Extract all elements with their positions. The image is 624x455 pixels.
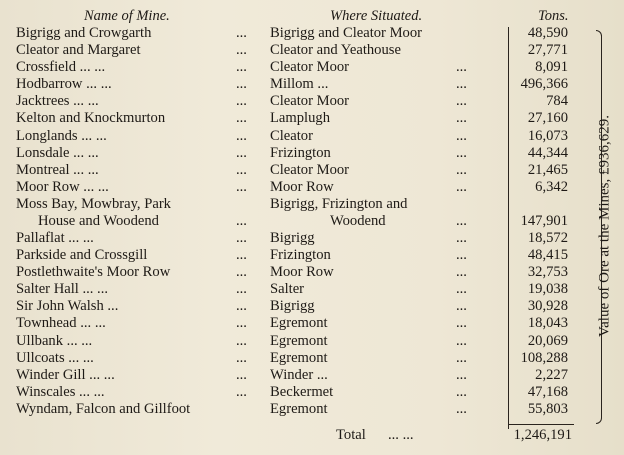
mine-name: Jacktrees ... ... (16, 93, 99, 110)
mine-name: Winder Gill ... ... (16, 366, 115, 383)
leader-dots: ... (236, 76, 247, 93)
mine-location: Cleator Moor (270, 93, 350, 110)
leader-dots: ... (456, 315, 467, 332)
table-row (0, 25, 624, 42)
mine-tons: 32,753 (527, 264, 568, 281)
table-row (0, 59, 624, 76)
mine-name: Wyndam, Falcon and Gillfoot (16, 400, 191, 417)
leader-dots: ... (456, 76, 467, 93)
table-row (0, 333, 624, 350)
mine-tons: 147,901 (520, 212, 568, 229)
mine-tons: 30,928 (527, 298, 568, 315)
mine-name: Pallaflat ... ... (16, 229, 94, 246)
table-row (0, 230, 624, 247)
mine-location: Cleator and Yeathouse (270, 42, 401, 59)
table-row (0, 110, 624, 127)
leader-dots: ... (236, 298, 247, 315)
mine-name: Lonsdale ... ... (16, 144, 99, 161)
leader-dots: ... (456, 264, 467, 281)
mine-location-continued: Woodend (330, 212, 386, 229)
leader-dots: ... (456, 161, 467, 178)
mine-location: Bigrigg (270, 298, 315, 315)
mine-tons: 18,043 (527, 315, 568, 332)
mine-location: Salter (270, 281, 305, 298)
mine-name: Montreal ... ... (16, 161, 99, 178)
mine-name: Moss Bay, Mowbray, Park (16, 195, 171, 212)
column-rule (508, 27, 509, 429)
leader-dots: ... (236, 349, 247, 366)
mine-tons: 48,415 (527, 247, 568, 264)
mine-name: Sir John Walsh ... (16, 298, 119, 315)
leader-dots: ... (456, 332, 467, 349)
table-row (0, 179, 624, 196)
leader-dots: ... (236, 161, 247, 178)
mine-tons: 27,160 (527, 110, 568, 127)
mine-tons: 8,091 (535, 59, 568, 76)
mine-tons: 784 (546, 93, 568, 110)
side-note-text: Value of Ore at the Mines, £936,629. (596, 114, 613, 338)
table-row (0, 196, 624, 230)
mine-tons: 55,803 (527, 400, 568, 417)
mine-name: Longlands ... ... (16, 127, 107, 144)
leader-dots: ... (456, 366, 467, 383)
mine-tons: 108,288 (520, 349, 568, 366)
mine-location: Moor Row (270, 178, 334, 195)
mine-tons: 44,344 (527, 144, 568, 161)
mine-location: Cleator Moor (270, 161, 350, 178)
mine-tons: 48,590 (527, 25, 568, 41)
leader-dots: ... (236, 93, 247, 110)
table-row (0, 298, 624, 315)
leader-dots: ... (456, 229, 467, 246)
leader-dots: ... (236, 229, 247, 246)
mine-name: Moor Row ... ... (16, 178, 109, 195)
mine-location: Cleator (270, 127, 313, 144)
leader-dots: ... (456, 93, 467, 110)
leader-dots: ... (456, 281, 467, 298)
mine-name: Townhead ... ... (16, 315, 106, 332)
mine-name: Cleator and Margaret (16, 42, 141, 59)
leader-dots: ... (236, 247, 247, 264)
leader-dots: ... (456, 400, 467, 417)
mine-tons: 20,069 (527, 332, 568, 349)
mine-location: Cleator Moor (270, 59, 350, 76)
mine-name: Crossfield ... ... (16, 59, 106, 76)
leader-dots: ... (456, 212, 467, 229)
mine-location: Frizington (270, 144, 331, 161)
table-row (0, 76, 624, 93)
mine-name: Hodbarrow ... ... (16, 76, 112, 93)
mine-name: Kelton and Knockmurton (16, 110, 166, 127)
table-row (0, 145, 624, 162)
mine-location: Beckermet (270, 383, 334, 400)
leader-dots: ... (456, 247, 467, 264)
leader-dots: ... (456, 59, 467, 76)
mine-name: Salter Hall ... ... (16, 281, 109, 298)
mine-tons: 19,038 (527, 281, 568, 298)
leader-dots: ... (236, 366, 247, 383)
mine-name-continued: House and Woodend (38, 212, 159, 229)
table-row (0, 247, 624, 264)
mine-location: Egremont (270, 332, 328, 349)
leader-dots: ... (236, 127, 247, 144)
mine-location: Frizington (270, 247, 331, 264)
table-row (0, 401, 624, 418)
mine-name: Ullcoats ... ... (16, 349, 94, 366)
leader-dots: ... (236, 59, 247, 76)
mine-tons: 496,366 (520, 76, 568, 93)
mine-tons: 18,572 (527, 229, 568, 246)
mine-tons: 27,771 (527, 42, 568, 59)
leader-dots: ... (456, 178, 467, 195)
leader-dots: ... (236, 144, 247, 161)
leader-dots: ... (236, 25, 247, 41)
leader-dots: ... (236, 315, 247, 332)
leader-dots: ... (236, 212, 247, 229)
mine-name: Postlethwaite's Moor Row (16, 264, 171, 281)
table-row (0, 281, 624, 298)
total-label: Total (336, 427, 366, 443)
mine-tons: 47,168 (527, 383, 568, 400)
leader-dots: ... (236, 264, 247, 281)
mine-location: Egremont (270, 349, 328, 366)
leader-dots: ... (456, 383, 467, 400)
leader-dots: ... (456, 298, 467, 315)
leader-dots: ... (456, 144, 467, 161)
mine-location: Winder ... (270, 366, 328, 383)
sum-rule (508, 424, 574, 425)
mine-name: Ullbank ... ... (16, 332, 93, 349)
mine-name: Bigrigg and Crowgarth (16, 25, 152, 41)
mine-tons: 6,342 (535, 178, 568, 195)
leader-dots: ... (236, 42, 247, 59)
header-name-of-mine: Name of Mine. (84, 8, 170, 24)
table-row (0, 384, 624, 401)
leader-dots: ... ... (388, 427, 414, 443)
leader-dots: ... (236, 281, 247, 298)
leader-dots: ... (456, 127, 467, 144)
mine-location: Bigrigg (270, 229, 315, 246)
table-row (0, 315, 624, 332)
leader-dots: ... (456, 110, 467, 127)
leader-dots: ... (236, 332, 247, 349)
leader-dots: ... (456, 349, 467, 366)
mine-name: Winscales ... ... (16, 383, 105, 400)
table-row (0, 367, 624, 384)
header-tons: Tons. (538, 8, 569, 24)
table-row (0, 42, 624, 59)
mine-name: Parkside and Crossgill (16, 247, 148, 264)
table-row (0, 93, 624, 110)
table-row (0, 264, 624, 281)
leader-dots: ... (236, 383, 247, 400)
mine-tons: 21,465 (527, 161, 568, 178)
table-row (0, 128, 624, 145)
mine-location: Lamplugh (270, 110, 330, 127)
leader-dots: ... (236, 110, 247, 127)
mine-location: Egremont (270, 400, 328, 417)
header-where-situated: Where Situated. (330, 8, 423, 24)
table-row (0, 350, 624, 367)
table-header (0, 8, 624, 26)
mine-tons: 2,227 (535, 366, 568, 383)
mine-location: Bigrigg, Frizington and (270, 195, 408, 212)
total-row (0, 427, 624, 445)
leader-dots: ... (236, 178, 247, 195)
total-value: 1,246,191 (513, 427, 572, 443)
mine-table (0, 25, 624, 418)
table-row (0, 162, 624, 179)
mine-location: Egremont (270, 315, 328, 332)
mine-location: Bigrigg and Cleator Moor (270, 25, 422, 41)
mine-location: Millom ... (270, 76, 329, 93)
mine-location: Moor Row (270, 264, 334, 281)
mine-tons: 16,073 (527, 127, 568, 144)
